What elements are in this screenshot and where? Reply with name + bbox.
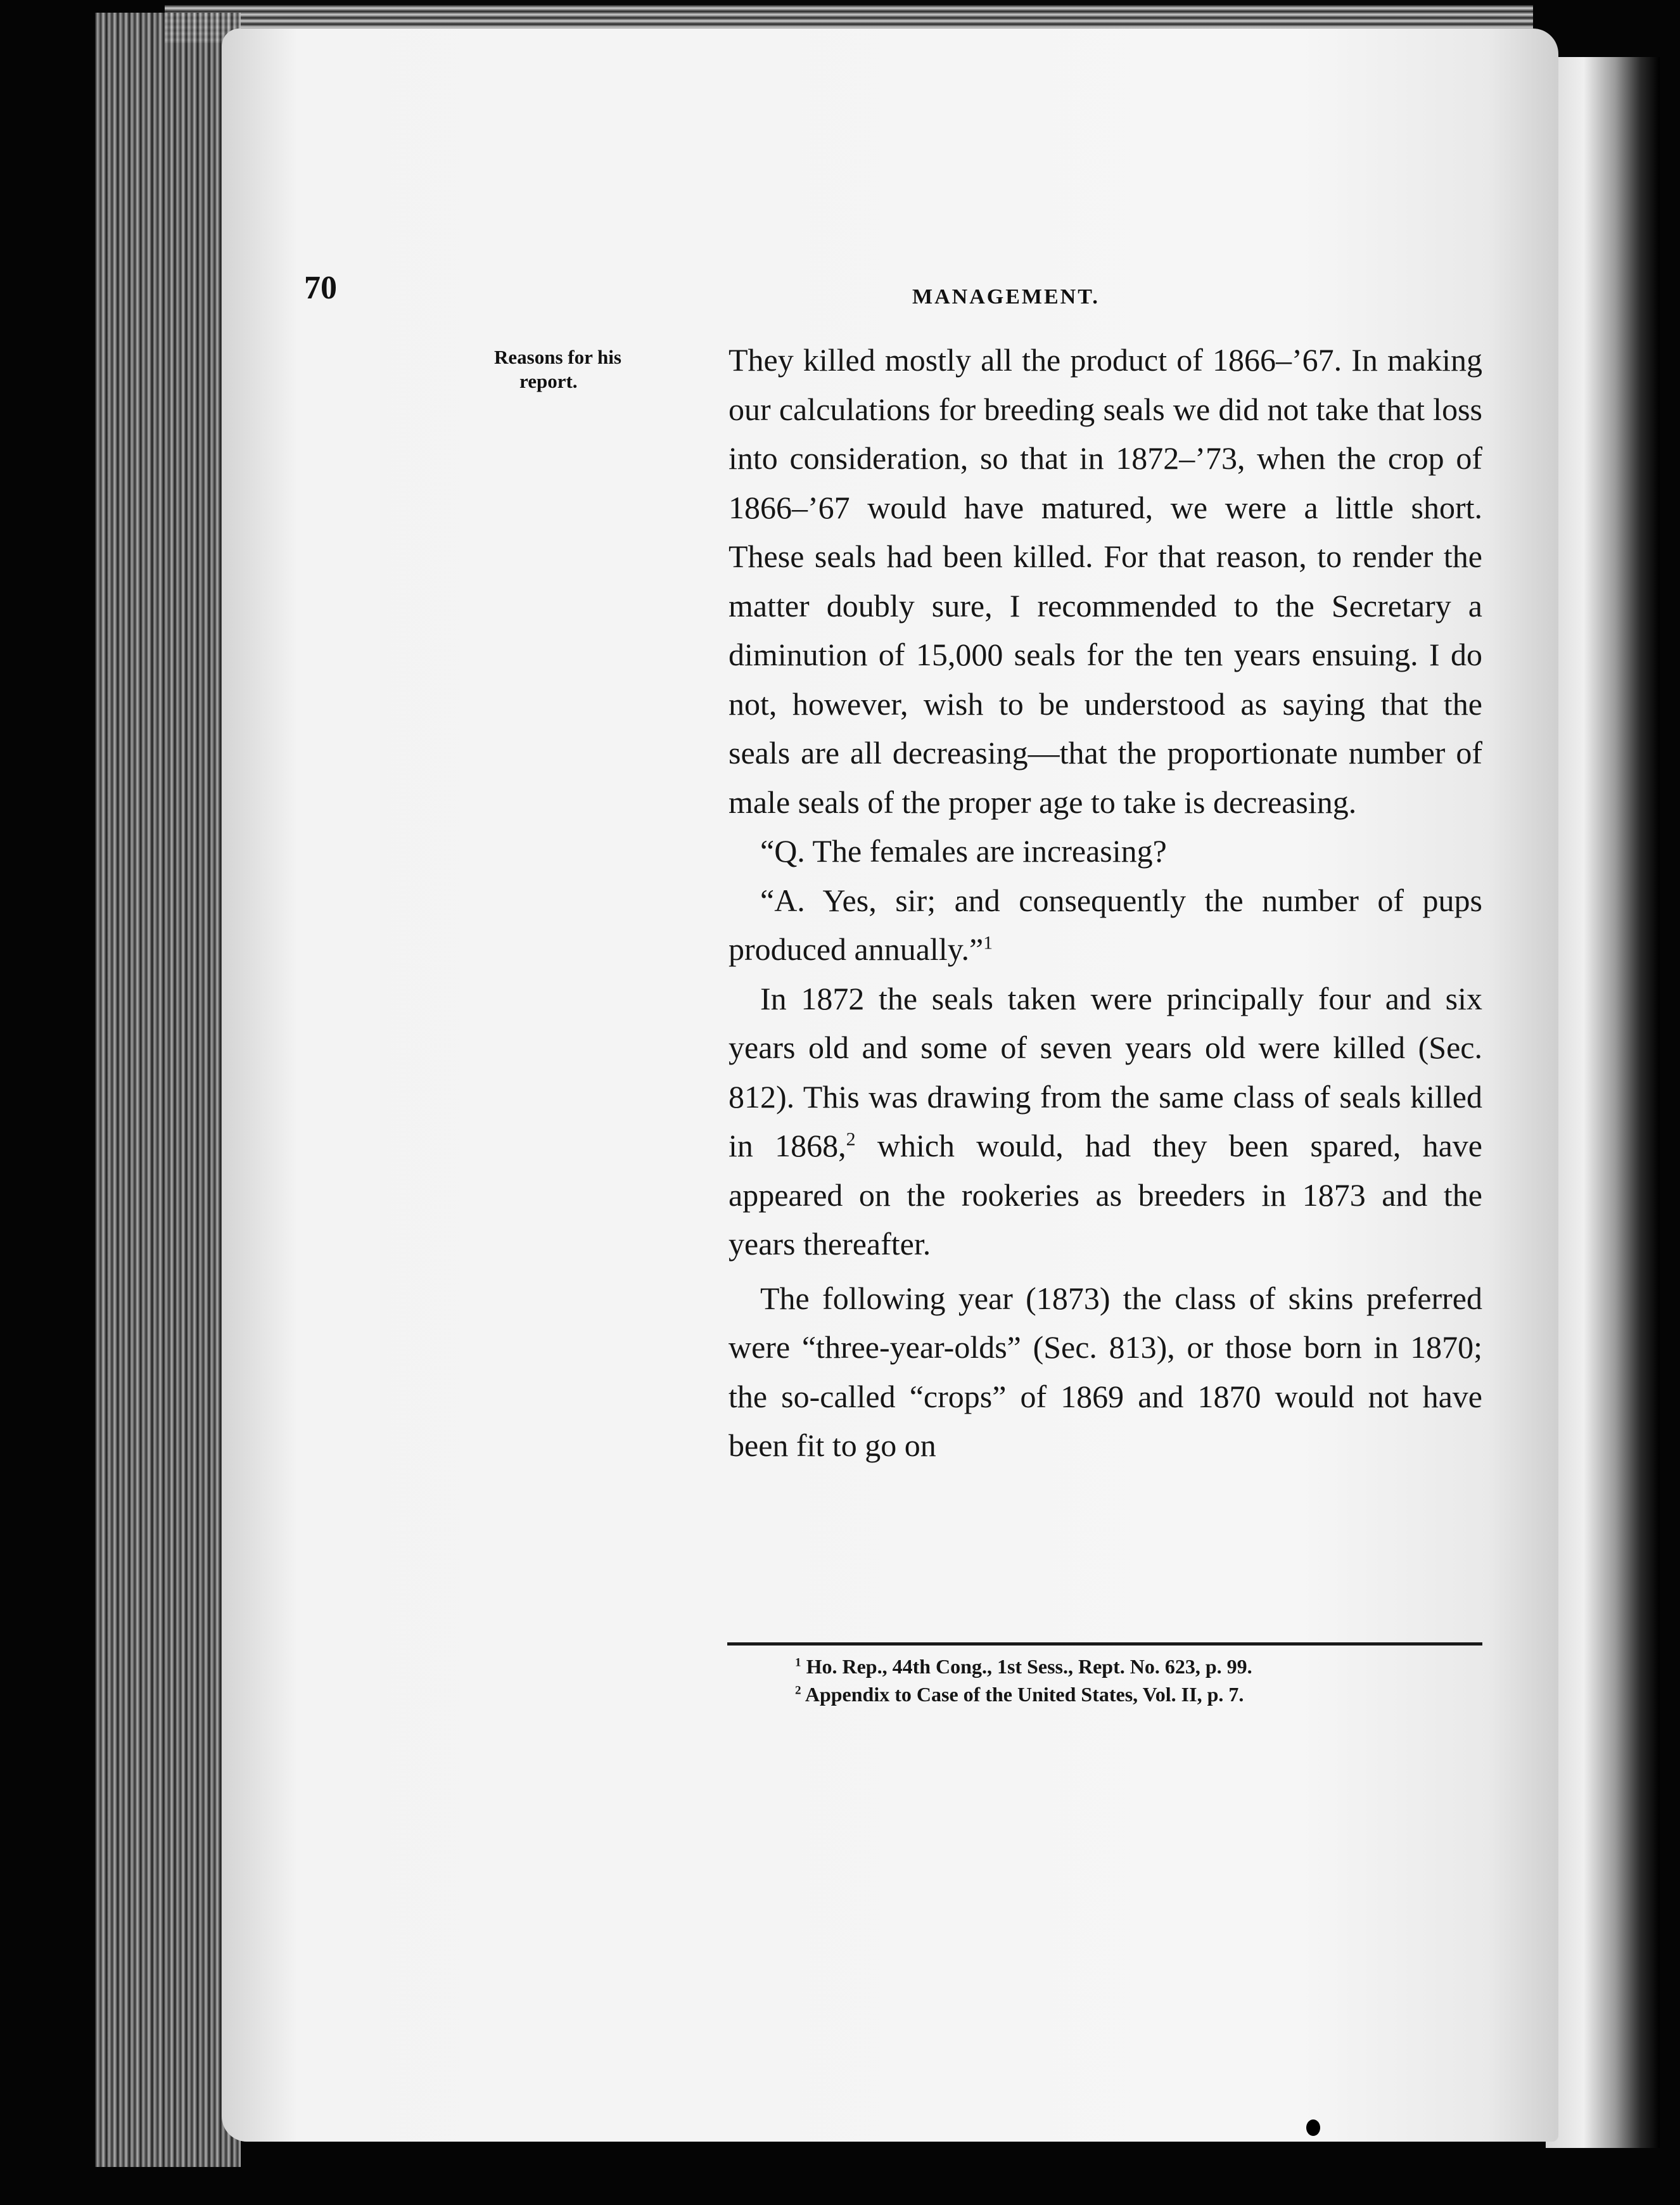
paragraph-text: “A. Yes, sir; and consequently the number of pups produced annually.” bbox=[729, 882, 1482, 967]
footnote-divider bbox=[727, 1642, 1482, 1646]
footnote-text: Appendix to Case of the United States, Vol. II, p. 7. bbox=[805, 1683, 1244, 1706]
paragraph-text: which would, had they been spared, have appeared on the rookeries as breeders in 1873 and the years thereafter. bbox=[729, 1128, 1482, 1262]
paragraph bbox=[729, 1274, 1482, 1471]
paragraph-text: The following year (1873) the class of skins preferred were “three-year-olds” (Sec. 813), or those born in 1870; the so-called “crops” of 1869 and 1870 would not have been fit to go on bbox=[729, 1280, 1482, 1463]
margin-note-line-2: report. bbox=[519, 370, 578, 392]
paragraph bbox=[729, 876, 1482, 975]
footnote-mark: 1 bbox=[795, 1656, 801, 1670]
running-head: MANAGEMENT. bbox=[912, 285, 1100, 309]
book-left-page-edges bbox=[95, 13, 241, 2167]
footnote-mark: 2 bbox=[795, 1684, 801, 1697]
paragraph-text: In 1872 the seals taken were principally four and six years old and some of seven years old were killed (Sec. 812). This was drawing from the same class of seals killed in 1868, bbox=[729, 980, 1482, 1163]
margin-note bbox=[494, 345, 735, 393]
book-right-page-edges bbox=[1546, 57, 1660, 2148]
paragraph bbox=[729, 336, 1482, 827]
footnote-ref: 2 bbox=[846, 1128, 856, 1150]
footnote-text: Ho. Rep., 44th Cong., 1st Sess., Rept. No. 623, p. 99. bbox=[806, 1655, 1252, 1678]
paragraph-text: They killed mostly all the product of 1866–’67. In making our calculations for breeding seals we did not take that loss into consideration, so that in 1872–’73, when the crop of 1866–’67 would have matured, we were a little short. These seals had been killed. For that reason, to render the matter doubly sure, I recommended to the Secretary a diminution of 15,000 seals for the ten years ensuing. I do not, however, wish to be understood as saying that the seals are all decreasing—that the proportionate number of male seals of the proper age to take is decreasing. bbox=[729, 342, 1482, 820]
paragraph bbox=[729, 827, 1482, 876]
footnote bbox=[795, 1680, 1492, 1708]
paragraph-text: “Q. The females are increasing? bbox=[760, 833, 1167, 869]
paragraph bbox=[729, 975, 1482, 1269]
footnotes bbox=[795, 1652, 1492, 1708]
ink-spot bbox=[1306, 2119, 1320, 2136]
page-number: 70 bbox=[304, 270, 337, 306]
footnote bbox=[795, 1652, 1492, 1680]
margin-note-line-1: Reasons for his bbox=[494, 346, 621, 368]
body-text bbox=[729, 336, 1482, 1471]
footnote-ref: 1 bbox=[983, 932, 993, 954]
